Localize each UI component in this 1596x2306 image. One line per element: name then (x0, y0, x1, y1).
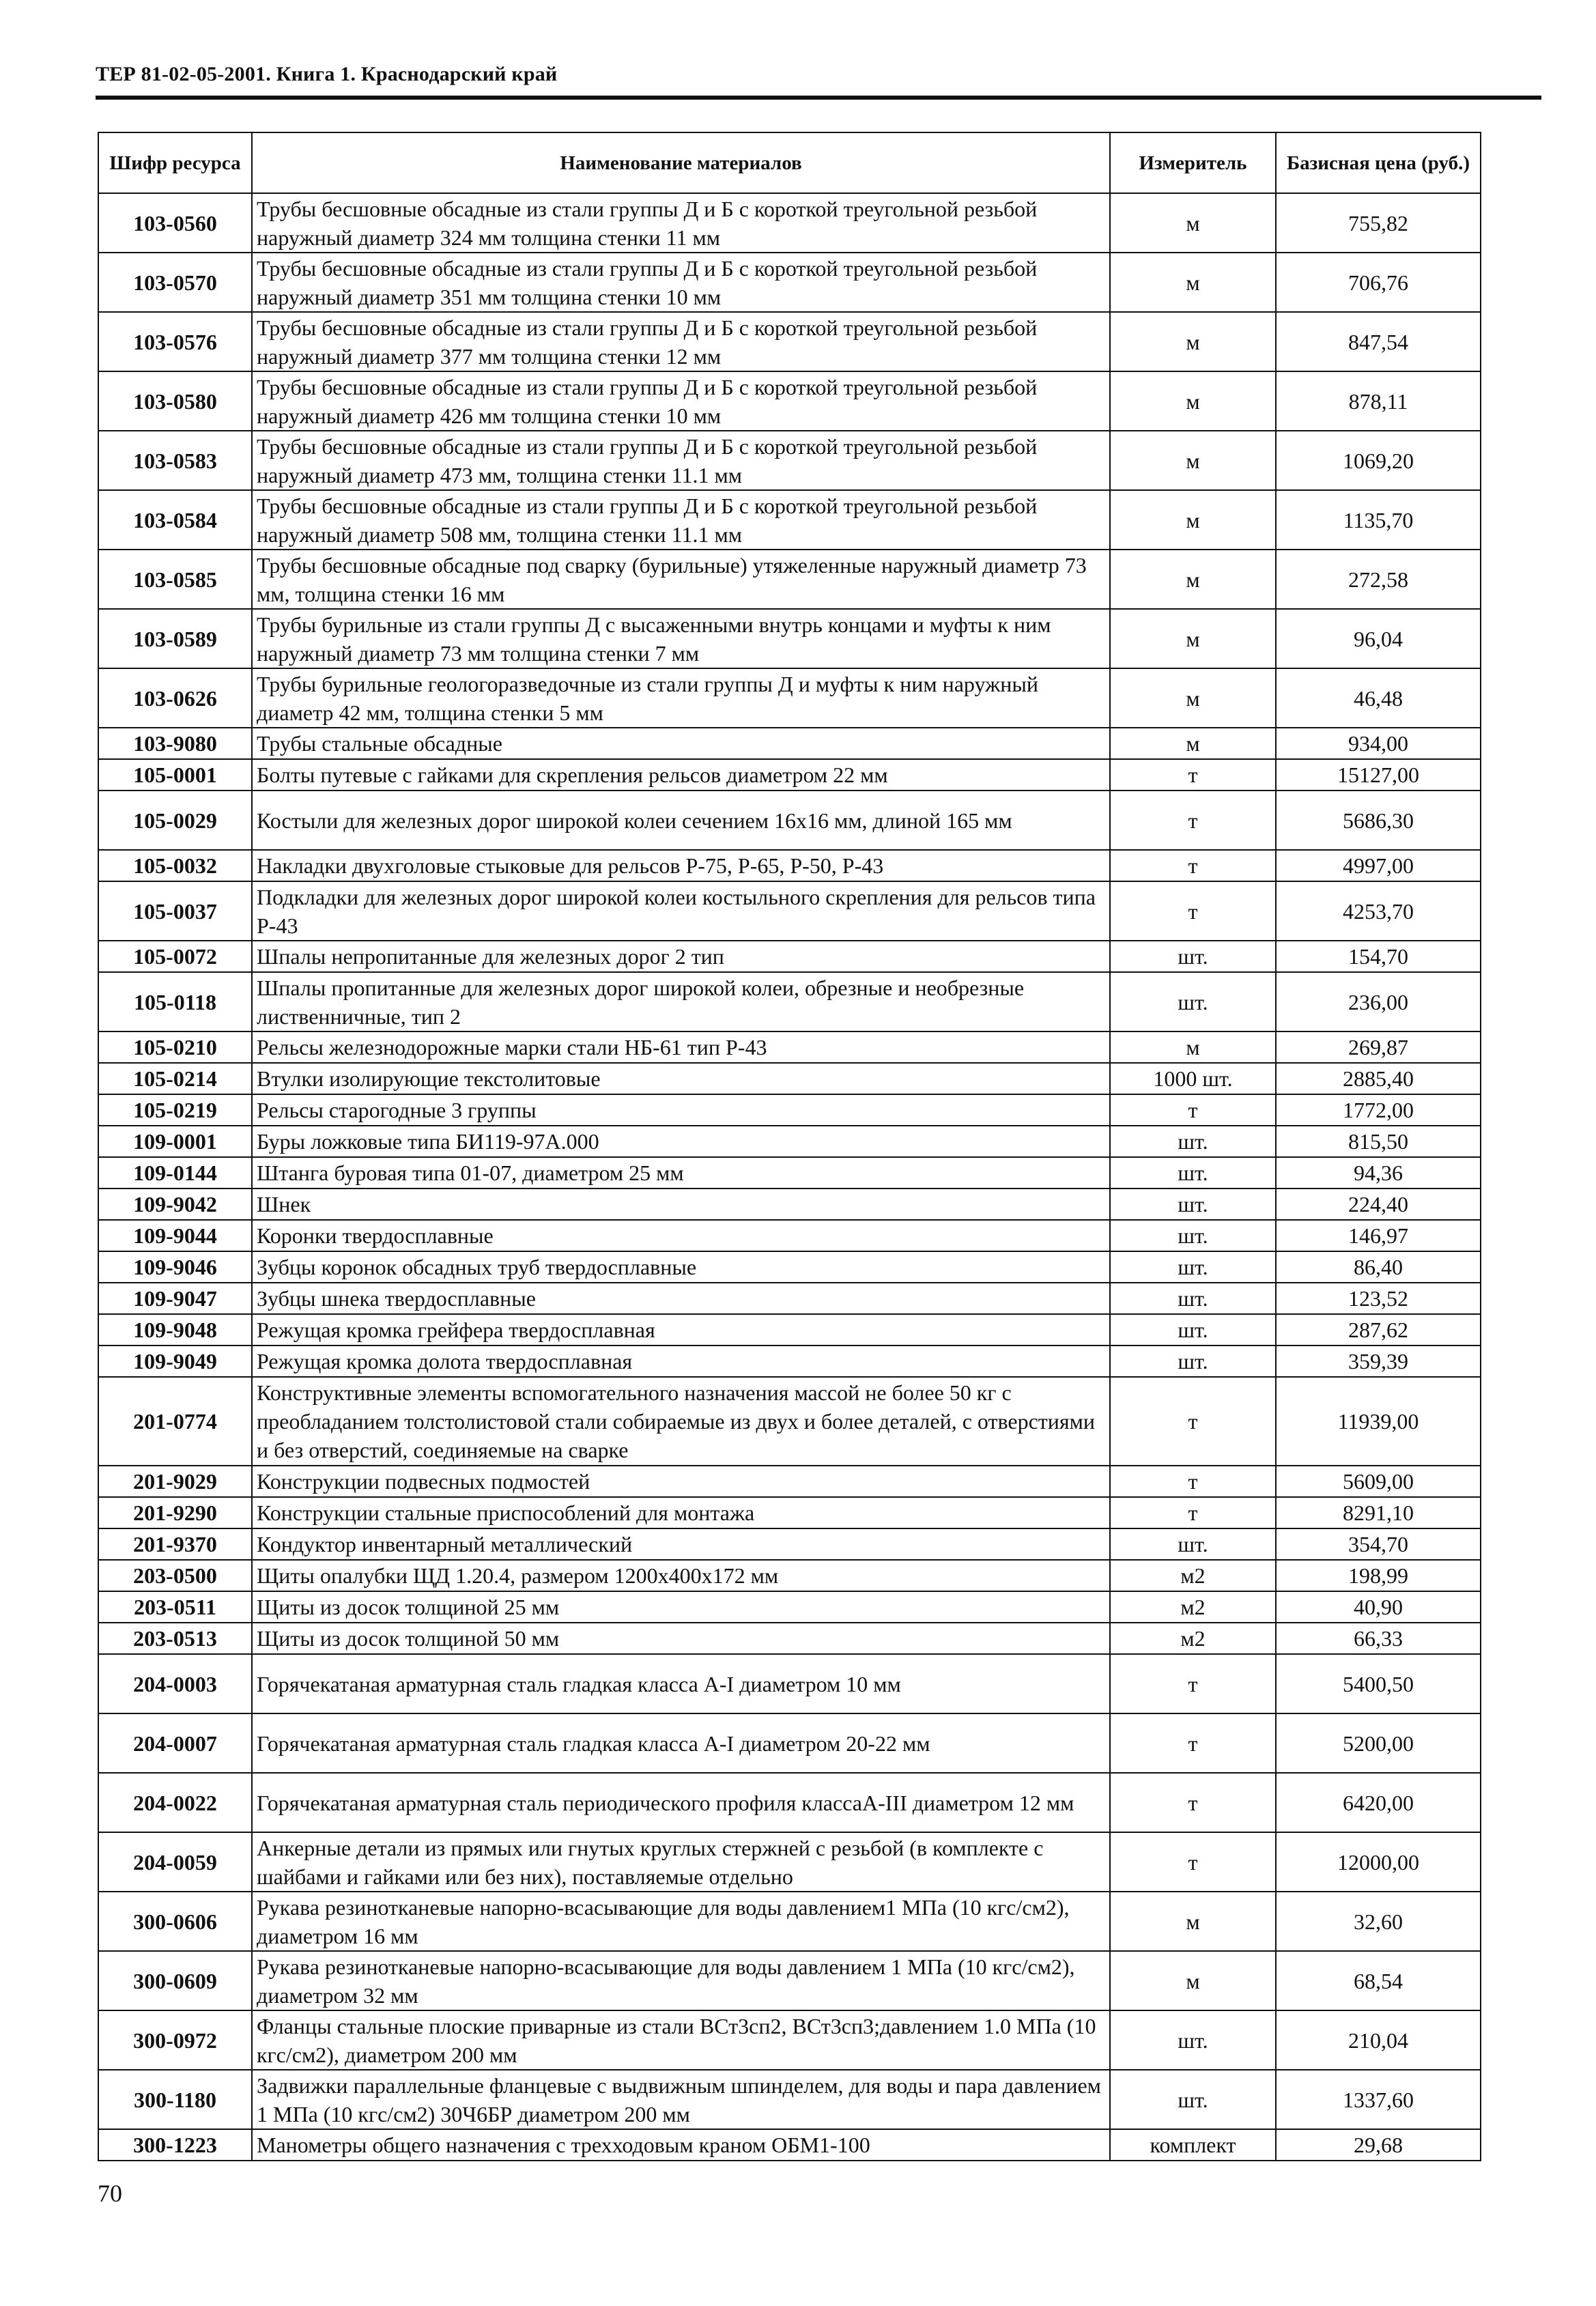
code-cell: 105-0118 (98, 972, 252, 1031)
code-cell: 203-0511 (98, 1591, 252, 1623)
price-cell: 96,04 (1276, 609, 1481, 668)
price-cell: 847,54 (1276, 312, 1481, 371)
unit-cell: м (1110, 193, 1276, 253)
code-cell: 105-0029 (98, 791, 252, 850)
material-name-cell: Задвижки параллельные фланцевые с выдвижным шпинделем, для воды и пара давлением 1 МПа (10 кгс/см2) 30Ч6БР диаметром 200 мм (252, 2070, 1110, 2129)
price-cell: 154,70 (1276, 941, 1481, 972)
code-cell: 109-9047 (98, 1283, 252, 1314)
material-name-cell: Горячекатаная арматурная сталь гладкая класса А-I диаметром 20-22 мм (252, 1713, 1110, 1773)
material-name-cell: Шнек (252, 1188, 1110, 1220)
price-cell: 15127,00 (1276, 759, 1481, 791)
code-cell: 103-9080 (98, 728, 252, 759)
unit-cell: м (1110, 1031, 1276, 1063)
table-row (98, 1560, 1481, 1591)
material-name-cell: Зубцы шнека твердосплавные (252, 1283, 1110, 1314)
table-row (98, 1654, 1481, 1713)
table-row (98, 1497, 1481, 1528)
price-cell: 198,99 (1276, 1560, 1481, 1591)
price-cell: 32,60 (1276, 1892, 1481, 1951)
table-row (98, 1528, 1481, 1560)
table-row (98, 2010, 1481, 2070)
unit-cell: т (1110, 850, 1276, 881)
price-cell: 354,70 (1276, 1528, 1481, 1560)
price-cell: 1772,00 (1276, 1094, 1481, 1126)
code-cell: 300-0972 (98, 2010, 252, 2070)
material-name-cell: Зубцы коронок обсадных труб твердосплавные (252, 1251, 1110, 1283)
unit-cell: т (1110, 1773, 1276, 1832)
code-cell: 103-0584 (98, 490, 252, 550)
unit-cell: м (1110, 609, 1276, 668)
code-cell: 201-9029 (98, 1466, 252, 1497)
code-cell: 103-0576 (98, 312, 252, 371)
materials-table (98, 132, 1481, 2161)
unit-cell: м (1110, 550, 1276, 609)
table-row (98, 1951, 1481, 2010)
material-name-cell: Анкерные детали из прямых или гнутых круглых стержней с резьбой (в комплекте с шайбами и гайками или без них), поставляемые отдельно (252, 1832, 1110, 1892)
code-cell: 103-0560 (98, 193, 252, 253)
material-name-cell: Шпалы пропитанные для железных дорог широкой колеи, обрезные и необрезные лиственничные, тип 2 (252, 972, 1110, 1031)
code-cell: 103-0583 (98, 431, 252, 490)
code-cell: 109-0001 (98, 1126, 252, 1157)
material-name-cell: Кондуктор инвентарный металлический (252, 1528, 1110, 1560)
unit-cell: шт. (1110, 1314, 1276, 1346)
code-cell: 201-9370 (98, 1528, 252, 1560)
column-header-code: Шифр ресурса (98, 132, 252, 193)
material-name-cell: Трубы бесшовные обсадные из стали группы Д и Б с короткой треугольной резьбой наружный диаметр 351 мм толщина стенки 10 мм (252, 253, 1110, 312)
price-cell: 4253,70 (1276, 881, 1481, 941)
material-name-cell: Трубы бесшовные обсадные из стали группы Д и Б с короткой треугольной резьбой наружный диаметр 377 мм толщина стенки 12 мм (252, 312, 1110, 371)
material-name-cell: Рукава резинотканевые напорно-всасывающие для воды давлением 1 МПа (10 кгс/см2), диаметром 32 мм (252, 1951, 1110, 2010)
table-row (98, 1283, 1481, 1314)
table-row (98, 1832, 1481, 1892)
material-name-cell: Конструктивные элементы вспомогательного назначения массой не более 50 кг с преобладанием толстолистовой стали собираемые из двух и более деталей, с отверстиями и без отверстий, соединяемые на сварке (252, 1377, 1110, 1466)
material-name-cell: Фланцы стальные плоские приварные из стали ВСт3сп2, ВСт3сп3;давлением 1.0 МПа (10 кгс/см2), диаметром 200 мм (252, 2010, 1110, 2070)
unit-cell: м (1110, 1892, 1276, 1951)
unit-cell: м2 (1110, 1591, 1276, 1623)
unit-cell: т (1110, 1466, 1276, 1497)
table-row (98, 2070, 1481, 2129)
material-name-cell: Конструкции подвесных подмостей (252, 1466, 1110, 1497)
material-name-cell: Рельсы железнодорожные марки стали НБ-61 тип Р-43 (252, 1031, 1110, 1063)
material-name-cell: Трубы бесшовные обсадные из стали группы Д и Б с короткой треугольной резьбой наружный диаметр 473 мм, толщина стенки 11.1 мм (252, 431, 1110, 490)
table-row (98, 609, 1481, 668)
table-row (98, 1094, 1481, 1126)
table-row (98, 193, 1481, 253)
table-row (98, 1466, 1481, 1497)
table-row (98, 253, 1481, 312)
column-header-name: Наименование материалов (252, 132, 1110, 193)
table-row (98, 1188, 1481, 1220)
unit-cell: м (1110, 1951, 1276, 2010)
table-row (98, 1031, 1481, 1063)
price-cell: 11939,00 (1276, 1377, 1481, 1466)
price-cell: 359,39 (1276, 1346, 1481, 1377)
code-cell: 300-1180 (98, 2070, 252, 2129)
unit-cell: шт. (1110, 1346, 1276, 1377)
code-cell: 103-0580 (98, 371, 252, 431)
price-cell: 878,11 (1276, 371, 1481, 431)
price-cell: 123,52 (1276, 1283, 1481, 1314)
material-name-cell: Втулки изолирующие текстолитовые (252, 1063, 1110, 1094)
code-cell: 204-0007 (98, 1713, 252, 1773)
unit-cell: шт. (1110, 1220, 1276, 1251)
code-cell: 105-0219 (98, 1094, 252, 1126)
code-cell: 300-0609 (98, 1951, 252, 2010)
table-row (98, 1377, 1481, 1466)
unit-cell: т (1110, 1094, 1276, 1126)
price-cell: 5609,00 (1276, 1466, 1481, 1497)
unit-cell: т (1110, 759, 1276, 791)
material-name-cell: Буры ложковые типа БИ119-97А.000 (252, 1126, 1110, 1157)
table-row (98, 550, 1481, 609)
unit-cell: шт. (1110, 1528, 1276, 1560)
price-cell: 12000,00 (1276, 1832, 1481, 1892)
material-name-cell: Трубы стальные обсадные (252, 728, 1110, 759)
unit-cell: м (1110, 668, 1276, 728)
price-cell: 236,00 (1276, 972, 1481, 1031)
price-cell: 1337,60 (1276, 2070, 1481, 2129)
table-row (98, 371, 1481, 431)
material-name-cell: Щиты опалубки ЩД 1.20.4, размером 1200х400х172 мм (252, 1560, 1110, 1591)
material-name-cell: Щиты из досок толщиной 25 мм (252, 1591, 1110, 1623)
code-cell: 204-0059 (98, 1832, 252, 1892)
unit-cell: шт. (1110, 972, 1276, 1031)
table-row (98, 1314, 1481, 1346)
table-row (98, 791, 1481, 850)
page-number: 70 (98, 2180, 122, 2207)
code-cell: 109-9046 (98, 1251, 252, 1283)
unit-cell: м (1110, 371, 1276, 431)
table-row (98, 1623, 1481, 1654)
material-name-cell: Рукава резинотканевые напорно-всасывающие для воды давлением1 МПа (10 кгс/см2), диаметром 16 мм (252, 1892, 1110, 1951)
price-cell: 29,68 (1276, 2129, 1481, 2161)
code-cell: 105-0032 (98, 850, 252, 881)
unit-cell: шт. (1110, 941, 1276, 972)
material-name-cell: Режущая кромка долота твердосплавная (252, 1346, 1110, 1377)
material-name-cell: Трубы бесшовные обсадные под сварку (бурильные) утяжеленные наружный диаметр 73 мм, толщина стенки 16 мм (252, 550, 1110, 609)
unit-cell: м (1110, 728, 1276, 759)
price-cell: 210,04 (1276, 2010, 1481, 2070)
unit-cell: м (1110, 431, 1276, 490)
material-name-cell: Режущая кромка грейфера твердосплавная (252, 1314, 1110, 1346)
table-row (98, 1157, 1481, 1188)
price-cell: 934,00 (1276, 728, 1481, 759)
material-name-cell: Костыли для железных дорог широкой колеи сечением 16х16 мм, длиной 165 мм (252, 791, 1110, 850)
table-row (98, 1063, 1481, 1094)
code-cell: 105-0214 (98, 1063, 252, 1094)
code-cell: 203-0500 (98, 1560, 252, 1591)
code-cell: 103-0570 (98, 253, 252, 312)
unit-cell: шт. (1110, 2010, 1276, 2070)
table-row (98, 1773, 1481, 1832)
code-cell: 103-0589 (98, 609, 252, 668)
code-cell: 103-0585 (98, 550, 252, 609)
price-cell: 5686,30 (1276, 791, 1481, 850)
header-rule (96, 96, 1541, 100)
table-row (98, 881, 1481, 941)
table-row (98, 1713, 1481, 1773)
code-cell: 204-0022 (98, 1773, 252, 1832)
price-cell: 1069,20 (1276, 431, 1481, 490)
material-name-cell: Болты путевые с гайками для скрепления рельсов диаметром 22 мм (252, 759, 1110, 791)
code-cell: 201-0774 (98, 1377, 252, 1466)
unit-cell: т (1110, 1654, 1276, 1713)
table-row (98, 850, 1481, 881)
table-row (98, 1126, 1481, 1157)
table-row (98, 490, 1481, 550)
table-row (98, 972, 1481, 1031)
material-name-cell: Штанга буровая типа 01-07, диаметром 25 мм (252, 1157, 1110, 1188)
material-name-cell: Трубы бесшовные обсадные из стали группы Д и Б с короткой треугольной резьбой наружный диаметр 426 мм толщина стенки 10 мм (252, 371, 1110, 431)
table-row (98, 1220, 1481, 1251)
table-row (98, 1591, 1481, 1623)
code-cell: 201-9290 (98, 1497, 252, 1528)
material-name-cell: Горячекатаная арматурная сталь периодического профиля классаА-III диаметром 12 мм (252, 1773, 1110, 1832)
material-name-cell: Подкладки для железных дорог широкой колеи костыльного скрепления для рельсов типа Р-43 (252, 881, 1110, 941)
table-header-row (98, 132, 1481, 193)
price-cell: 66,33 (1276, 1623, 1481, 1654)
table-row (98, 728, 1481, 759)
unit-cell: шт. (1110, 1283, 1276, 1314)
code-cell: 204-0003 (98, 1654, 252, 1713)
unit-cell: шт. (1110, 1251, 1276, 1283)
material-name-cell: Трубы бесшовные обсадные из стали группы Д и Б с короткой треугольной резьбой наружный диаметр 508 мм, толщина стенки 11.1 мм (252, 490, 1110, 550)
unit-cell: м (1110, 490, 1276, 550)
material-name-cell: Шпалы непропитанные для железных дорог 2 тип (252, 941, 1110, 972)
table-row (98, 941, 1481, 972)
column-header-unit: Измеритель (1110, 132, 1276, 193)
material-name-cell: Манометры общего назначения с трехходовым краном ОБМ1-100 (252, 2129, 1110, 2161)
price-cell: 94,36 (1276, 1157, 1481, 1188)
unit-cell: шт. (1110, 1126, 1276, 1157)
material-name-cell: Трубы бурильные геологоразведочные из стали группы Д и муфты к ним наружный диаметр 42 мм, толщина стенки 5 мм (252, 668, 1110, 728)
price-cell: 2885,40 (1276, 1063, 1481, 1094)
price-cell: 68,54 (1276, 1951, 1481, 2010)
unit-cell: комплект (1110, 2129, 1276, 2161)
price-cell: 706,76 (1276, 253, 1481, 312)
material-name-cell: Накладки двухголовые стыковые для рельсов Р-75, Р-65, Р-50, Р-43 (252, 850, 1110, 881)
price-cell: 86,40 (1276, 1251, 1481, 1283)
price-cell: 146,97 (1276, 1220, 1481, 1251)
table-row (98, 2129, 1481, 2161)
material-name-cell: Щиты из досок толщиной 50 мм (252, 1623, 1110, 1654)
code-cell: 109-9042 (98, 1188, 252, 1220)
material-name-cell: Рельсы старогодные 3 группы (252, 1094, 1110, 1126)
column-header-price: Базисная цена (руб.) (1276, 132, 1481, 193)
unit-cell: м2 (1110, 1623, 1276, 1654)
unit-cell: т (1110, 881, 1276, 941)
code-cell: 105-0037 (98, 881, 252, 941)
table-row (98, 668, 1481, 728)
price-cell: 1135,70 (1276, 490, 1481, 550)
price-cell: 5400,50 (1276, 1654, 1481, 1713)
code-cell: 103-0626 (98, 668, 252, 728)
code-cell: 105-0001 (98, 759, 252, 791)
price-cell: 40,90 (1276, 1591, 1481, 1623)
code-cell: 109-9048 (98, 1314, 252, 1346)
unit-cell: т (1110, 1832, 1276, 1892)
table-row (98, 1251, 1481, 1283)
price-cell: 815,50 (1276, 1126, 1481, 1157)
unit-cell: м (1110, 312, 1276, 371)
unit-cell: шт. (1110, 2070, 1276, 2129)
code-cell: 109-9049 (98, 1346, 252, 1377)
table-body (98, 193, 1481, 2161)
table-row (98, 1346, 1481, 1377)
price-cell: 272,58 (1276, 550, 1481, 609)
material-name-cell: Трубы бесшовные обсадные из стали группы Д и Б с короткой треугольной резьбой наружный диаметр 324 мм толщина стенки 11 мм (252, 193, 1110, 253)
code-cell: 109-9044 (98, 1220, 252, 1251)
price-cell: 6420,00 (1276, 1773, 1481, 1832)
price-cell: 224,40 (1276, 1188, 1481, 1220)
unit-cell: т (1110, 1497, 1276, 1528)
unit-cell: т (1110, 791, 1276, 850)
price-cell: 4997,00 (1276, 850, 1481, 881)
table-row (98, 759, 1481, 791)
material-name-cell: Трубы бурильные из стали группы Д с высаженными внутрь концами и муфты к ним наружный диаметр 73 мм толщина стенки 7 мм (252, 609, 1110, 668)
price-cell: 287,62 (1276, 1314, 1481, 1346)
unit-cell: т (1110, 1377, 1276, 1466)
table-row (98, 1892, 1481, 1951)
code-cell: 300-1223 (98, 2129, 252, 2161)
unit-cell: м (1110, 253, 1276, 312)
unit-cell: м2 (1110, 1560, 1276, 1591)
price-cell: 46,48 (1276, 668, 1481, 728)
price-cell: 269,87 (1276, 1031, 1481, 1063)
table-row (98, 312, 1481, 371)
unit-cell: 1000 шт. (1110, 1063, 1276, 1094)
material-name-cell: Горячекатаная арматурная сталь гладкая класса А-I диаметром 10 мм (252, 1654, 1110, 1713)
code-cell: 109-0144 (98, 1157, 252, 1188)
unit-cell: т (1110, 1713, 1276, 1773)
unit-cell: шт. (1110, 1188, 1276, 1220)
code-cell: 105-0072 (98, 941, 252, 972)
material-name-cell: Конструкции стальные приспособлений для монтажа (252, 1497, 1110, 1528)
code-cell: 105-0210 (98, 1031, 252, 1063)
code-cell: 203-0513 (98, 1623, 252, 1654)
price-cell: 8291,10 (1276, 1497, 1481, 1528)
code-cell: 300-0606 (98, 1892, 252, 1951)
material-name-cell: Коронки твердосплавные (252, 1220, 1110, 1251)
table-row (98, 431, 1481, 490)
unit-cell: шт. (1110, 1157, 1276, 1188)
price-cell: 5200,00 (1276, 1713, 1481, 1773)
price-cell: 755,82 (1276, 193, 1481, 253)
document-header-title: ТЕР 81-02-05-2001. Книга 1. Краснодарский край (96, 63, 558, 85)
